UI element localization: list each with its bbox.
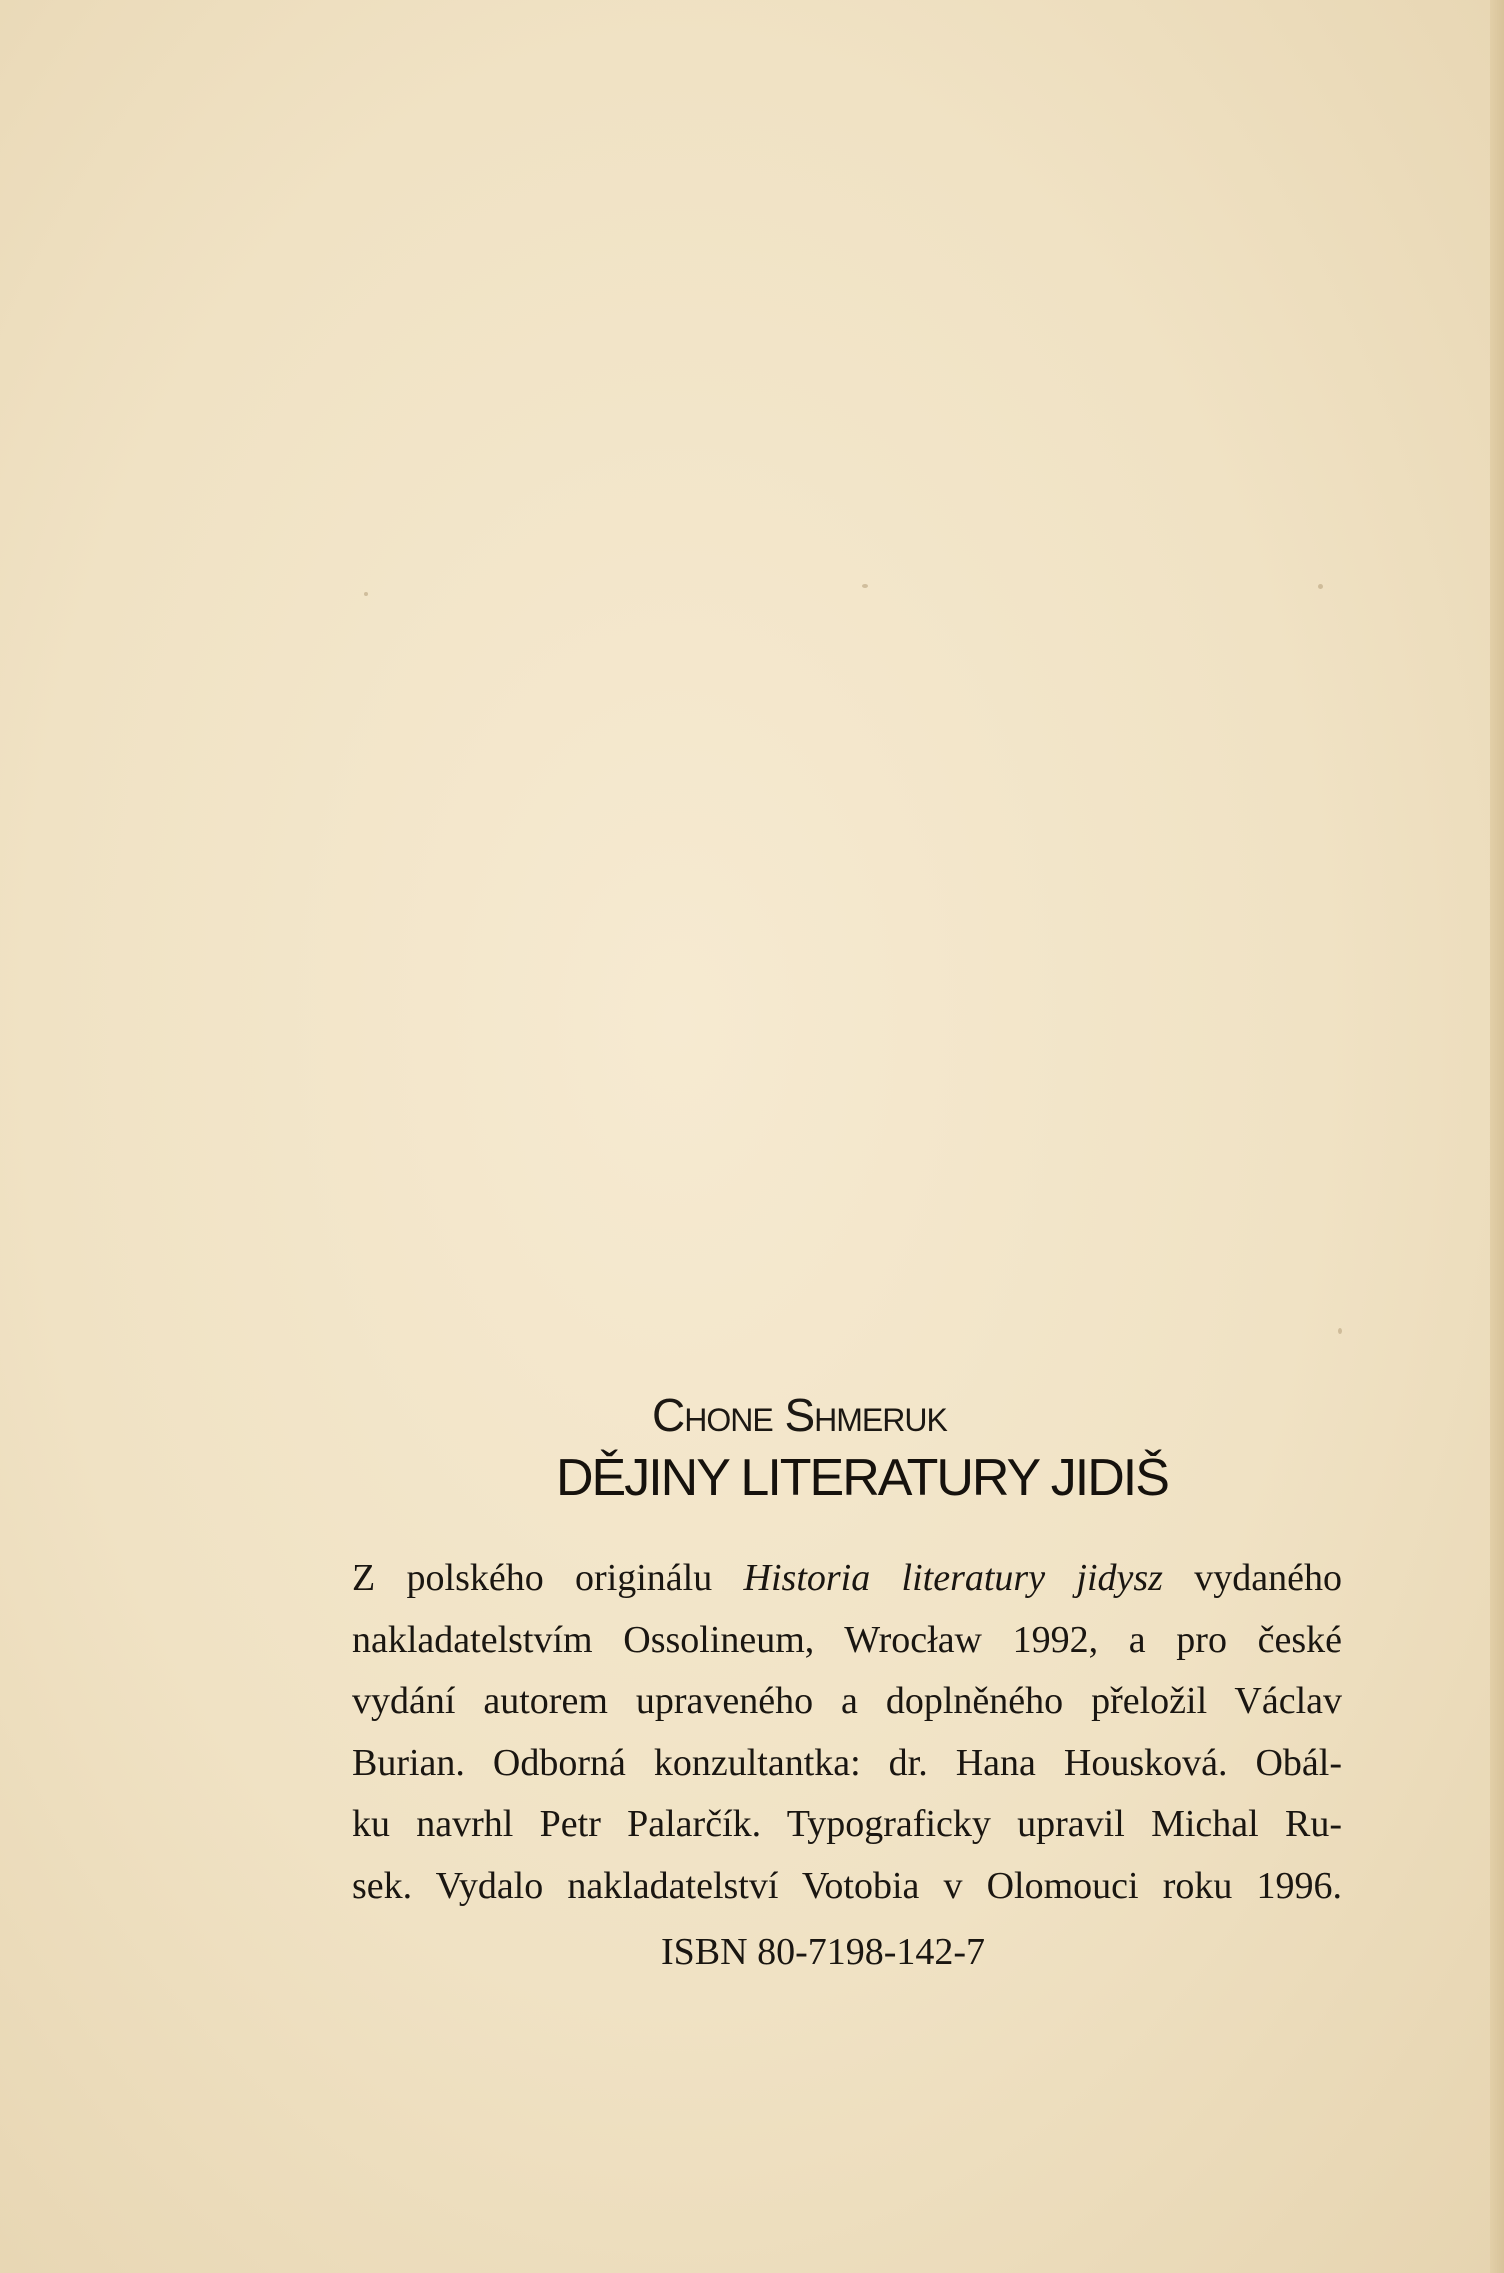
colophon-line: nakladatelstvím Ossolineum, Wrocław 1992, a pro české [352, 1618, 1342, 1661]
paper-speck [364, 592, 368, 596]
colophon-line: vydání autorem upraveného a doplněného přeložil Václav [352, 1680, 1342, 1722]
author-name [652, 1388, 1072, 1442]
original-title: Historia literatury jidysz [743, 1557, 1163, 1599]
paper-speck [1318, 584, 1323, 589]
colophon-text [352, 1548, 1342, 1917]
paper-speck [1338, 1328, 1342, 1334]
book-title: DĚJINY LITERATURY JIDIŠ [556, 1449, 1168, 1507]
colophon-line: Z polského originálu Historia literatury jidysz vydaného [352, 1557, 1342, 1599]
colophon-line: sek. Vydalo nakladatelství Votobia v Olomouci roku 1996. [352, 1864, 1342, 1907]
author-name-text: Chone Shmeruk [652, 1389, 947, 1441]
colophon-line: Burian. Odborná konzultantka: dr. Hana Housková. Obál- [352, 1741, 1342, 1784]
colophon-line: ku navrhl Petr Palarčík. Typograficky upravil Michal Ru- [352, 1803, 1342, 1845]
isbn: ISBN 80-7198-142-7 [661, 1931, 986, 1973]
paper-speck [862, 584, 868, 588]
